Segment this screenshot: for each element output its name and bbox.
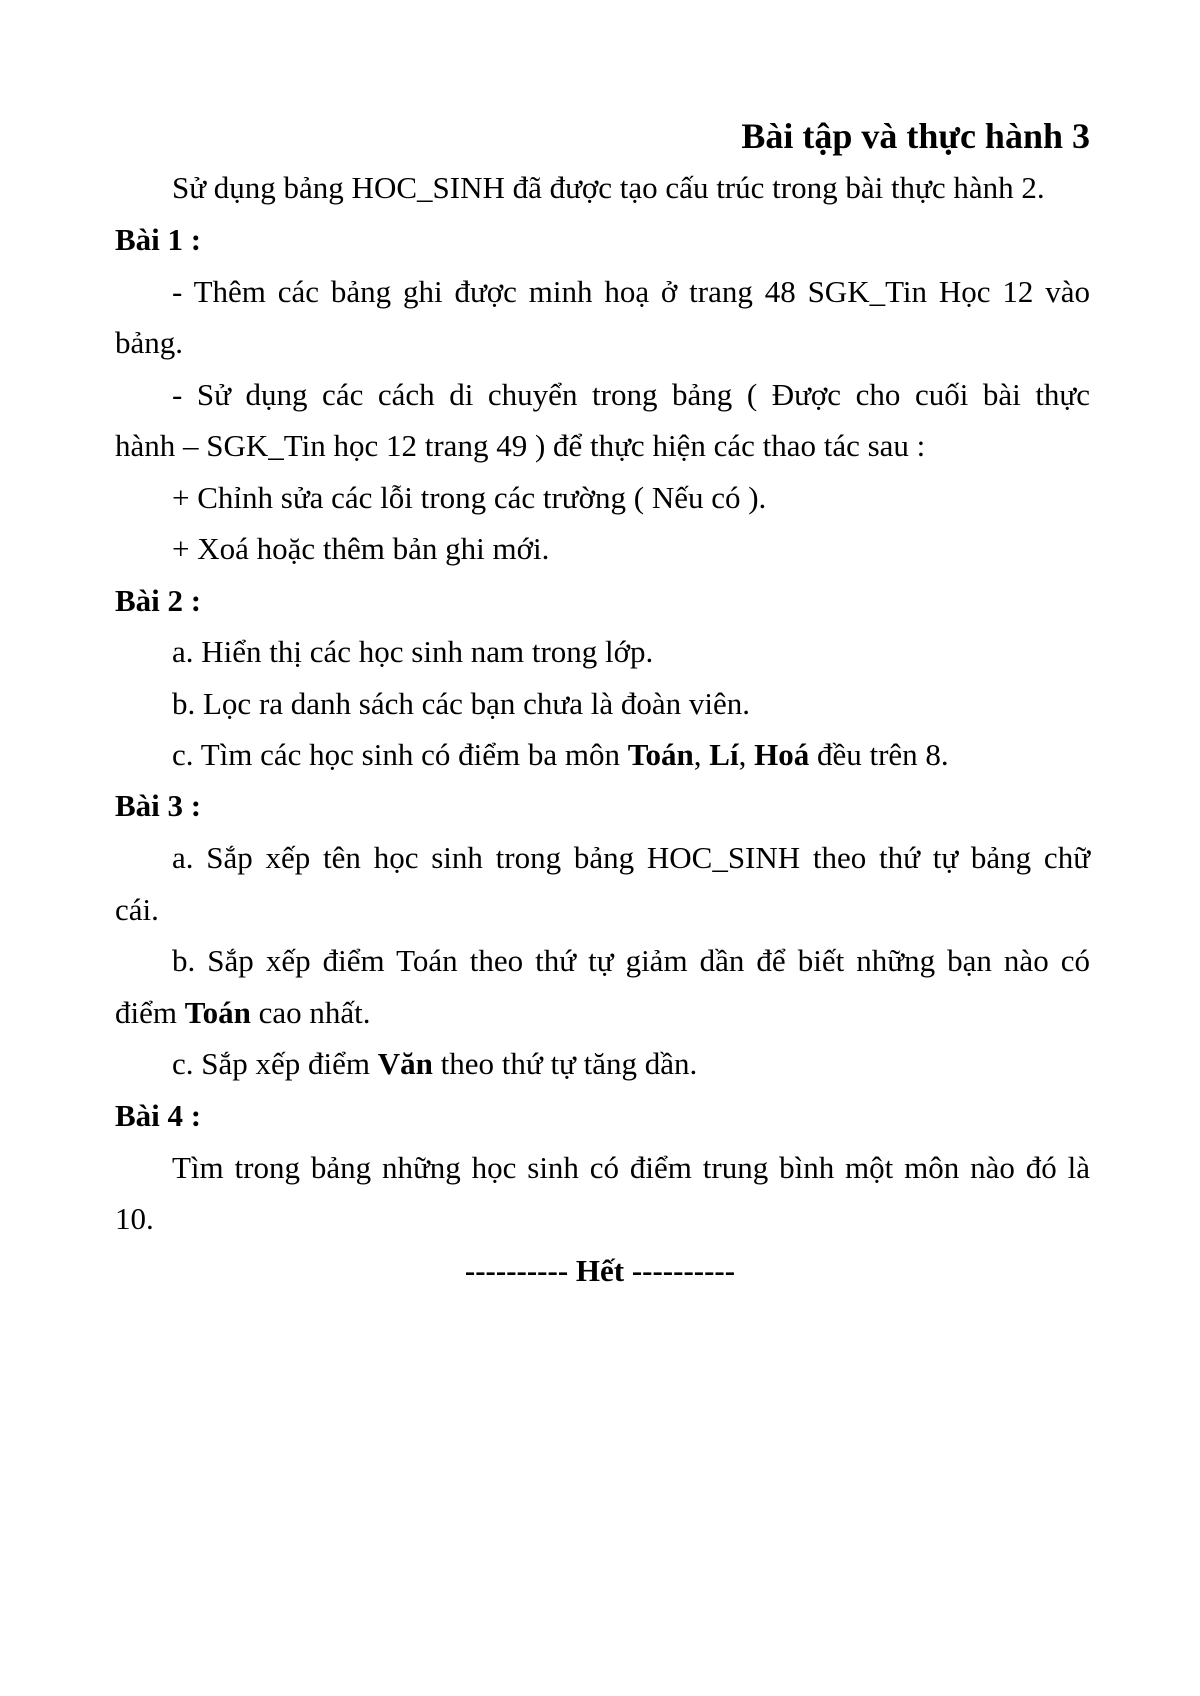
intro-text: Sử dụng bảng HOC_SINH đã được tạo cấu trúc trong bài thực hành 2. [172, 170, 1045, 205]
bai2-item-c-end: đều trên 8. [809, 737, 949, 772]
bai1-heading: Bài 1 : [115, 222, 202, 257]
subject-li: Lí [709, 737, 739, 772]
bai3-item-b-line1: b. Sắp xếp điểm Toán theo thứ tự giảm dần để biết những bạn nào có [172, 943, 1090, 978]
bai1-item3: + Chỉnh sửa các lỗi trong các trường ( Nếu có ). [172, 480, 767, 515]
end-marker: ---------- Hết ---------- [464, 1253, 736, 1288]
subject-toan: Toán [184, 995, 251, 1030]
bai3-item-c-end: theo thứ tự tăng dần. [432, 1046, 698, 1081]
bai3-item-b-line2 [115, 993, 370, 1033]
subject-toan: Toán [627, 737, 694, 772]
bai1-item1-line1: - Thêm các bảng ghi được minh hoạ ở trang 48 SGK_Tin Học 12 vào [172, 274, 1090, 309]
bai3-item-b-text: điểm [115, 995, 185, 1030]
bai2-item-c-text: c. Tìm các học sinh có điểm ba môn [172, 737, 628, 772]
bai3-heading: Bài 3 : [115, 788, 202, 823]
bai1-item1-line2: bảng. [115, 325, 184, 360]
bai4-heading: Bài 4 : [115, 1098, 202, 1133]
bai4-text-line1: Tìm trong bảng những học sinh có điểm trung bình một môn nào đó là [172, 1150, 1090, 1185]
bai3-item-c [172, 1044, 697, 1084]
separator: , [738, 737, 755, 772]
subject-van: Văn [377, 1046, 433, 1081]
bai3-item-b-end: cao nhất. [250, 995, 371, 1030]
subject-hoa: Hoá [754, 737, 810, 772]
bai4-text-line2: 10. [115, 1201, 154, 1236]
bai1-item2-line1: - Sử dụng các cách di chuyển trong bảng ( Được cho cuối bài thực [172, 377, 1090, 412]
bai2-heading: Bài 2 : [115, 583, 202, 618]
separator: , [693, 737, 710, 772]
bai3-item-a-line2: cái. [115, 892, 159, 927]
bai3-item-a-line1: a. Sắp xếp tên học sinh trong bảng HOC_SINH theo thứ tự bảng chữ [172, 840, 1090, 875]
bai1-item4: + Xoá hoặc thêm bản ghi mới. [172, 531, 550, 566]
bai1-item2-line2: hành – SGK_Tin học 12 trang 49 ) để thực hiện các thao tác sau : [115, 428, 926, 463]
page-title: Bài tập và thực hành 3 [741, 116, 1090, 156]
bai2-item-a: a. Hiển thị các học sinh nam trong lớp. [172, 634, 654, 669]
bai3-item-c-text: c. Sắp xếp điểm [172, 1046, 378, 1081]
bai2-item-c [172, 735, 949, 775]
bai2-item-b: b. Lọc ra danh sách các bạn chưa là đoàn viên. [172, 686, 750, 721]
